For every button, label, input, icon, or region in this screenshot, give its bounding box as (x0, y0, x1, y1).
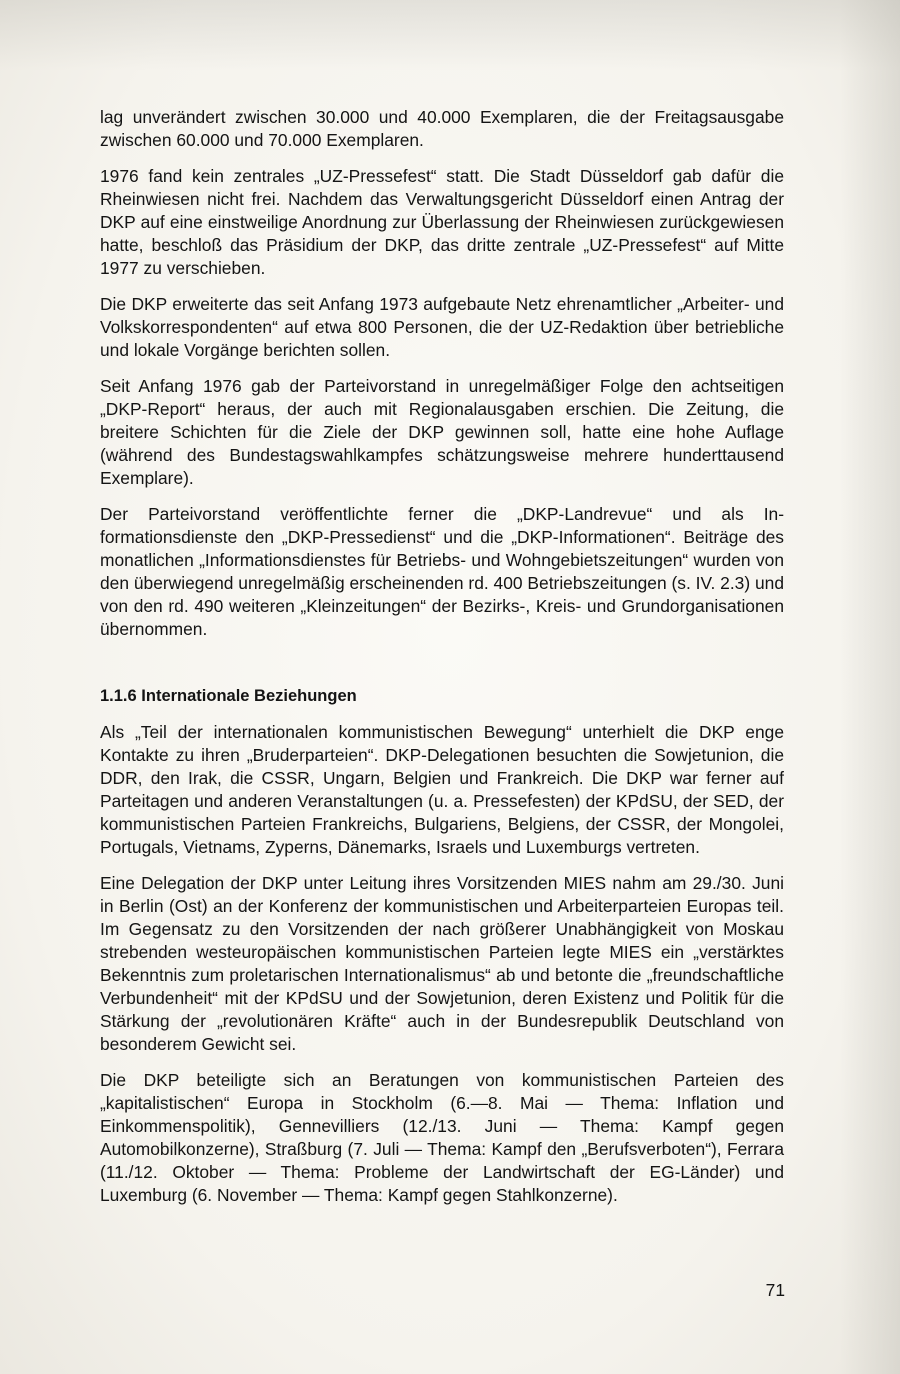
paragraph-consultations: Die DKP beteiligte sich an Beratungen von kommunistischen Parteien des „kapitalistischen“ Europa in Stockholm (6.—8. Mai — Thema: Inflation und Einkommenspolitik), Gennevilliers (12./13. Juni — Thema: Kampf gegen Automobilkonzerne), Straßburg (7. Juli — Thema: Kampf den „Berufsverboten“), Ferrara (11./12. Oktober — Thema: Probleme der Landwirtschaft der EG-Länder) und Luxemburg (6. November — Thema: Kampf gegen Stahlkonzerne). (100, 1070, 784, 1205)
document-body (100, 106, 784, 1220)
paragraph-fraternal-parties: Als „Teil der internationalen kommunistischen Bewegung“ unterhielt die DKP enge Kontakte zu ihren „Bruderparteien“. DKP-Delegationen besuchten die Sowjetunion, die DDR, den Irak, die CSSR, Ungarn, Belgien und Frankreich. Die DKP war ferner auf Parteitagen und anderen Veranstaltungen (u. a. Pressefesten) der KPdSU, der SED, der kommunistischen Parteien Frankreichs, Bulgariens, Belgiens, der CSSR, der Mongolei, Portugals, Vietnams, Zyperns, Dänemarks, Israels und Luxemburgs vertreten. (100, 722, 784, 857)
paragraph-uz-pressefest: 1976 fand kein zentrales „UZ-Pressefest“ statt. Die Stadt Düsseldorf gab dafür die Rheinwiesen nicht frei. Nachdem das Verwaltungsgericht Düsseldorf einen Antrag der DKP auf eine einstweilige Anordnung zur Überlassung der Rheinwiesen zurückgewiesen hatte, beschloß das Präsidium der DKP, das dritte zentrale „UZ-Pressefest“ auf Mitte 1977 zu verschieben. (100, 166, 784, 278)
paragraph-dkp-report: Seit Anfang 1976 gab der Parteivorstand in unregelmäßiger Folge den achtseitigen „DKP-Report“ heraus, der auch mit Regionalausgaben erschien. Die Zeitung, die breitere Schichten für die Ziele der DKP gewinnen soll, hatte eine hohe Auflage (während des Bundestagswahlkampfes schätzungsweise mehrere hunderttausend Exemplare). (100, 376, 784, 488)
section-heading: 1.1.6 Internationale Beziehungen (100, 687, 357, 705)
page-number: 71 (765, 1280, 785, 1300)
paragraph-information-services: Der Parteivorstand veröffentlichte ferner die „DKP-Landrevue“ und als Informationsdienste den „DKP-Pressedienst“ und die „DKP-Informationen“. Beiträge des monatlichen „Informationsdienstes für Betriebs- und Wohngebietszeitungen“ wurden von den überwiegend unregelmäßig erscheinenden rd. 400 Betriebszeitungen (s. IV. 2.3) und von den rd. 490 weiteren „Kleinzeitungen“ der Bezirks-, Kreis- und Grundorganisationen übernommen. (100, 504, 784, 639)
paragraph-berlin-conference: Eine Delegation der DKP unter Leitung ihres Vorsitzenden MIES nahm am 29./30. Juni in Berlin (Ost) an der Konferenz der kommunistischen und Arbeiterparteien Europas teil. Im Gegensatz zu den Vorsitzenden der nach größerer Unabhängigkeit von Moskau strebenden westeuropäischen kommunistischen Parteien legte MIES ein „verstärktes Bekenntnis zum proletarischen Internationalismus“ ab und betonte die „freundschaftliche Verbundenheit“ mit der KPdSU und der Sowjetunion, deren Existenz und Politik für die Stärkung der „revolutionären Kräfte“ auch in der Bundesrepublik Deutschland von besonderem Gewicht sei. (100, 873, 784, 1054)
paragraph-correspondents: Die DKP erweiterte das seit Anfang 1973 aufgebaute Netz ehrenamtlicher „Arbeiter- und Volkskorrespondenten“ auf etwa 800 Personen, die der UZ-Redaktion über betriebliche und lokale Vorgänge berichten sollen. (100, 294, 784, 360)
paragraph-circulation: lag unverändert zwischen 30.000 und 40.000 Exemplaren, die der Freitagsausgabe zwischen 60.000 und 70.000 Exemplaren. (100, 107, 784, 150)
